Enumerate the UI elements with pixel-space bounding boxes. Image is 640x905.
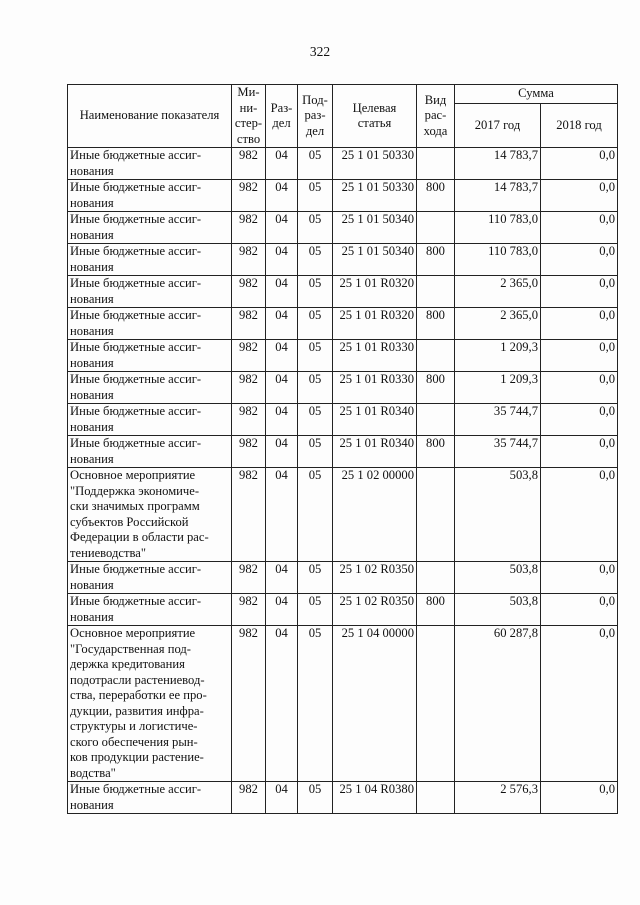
row-section: 04 [266, 626, 298, 782]
row-sum-2018: 0,0 [541, 276, 618, 308]
row-expense-type: 800 [417, 372, 455, 404]
table-row [68, 436, 618, 468]
row-expense-type: 800 [417, 180, 455, 212]
row-expense-type [417, 626, 455, 782]
header-subsection: Под- раз- дел [298, 85, 333, 148]
row-name: Иные бюджетные ассиг- нования [68, 212, 232, 244]
row-section: 04 [266, 562, 298, 594]
row-name: Иные бюджетные ассиг- нования [68, 180, 232, 212]
row-target: 25 1 02 R0350 [333, 594, 417, 626]
row-subsection: 05 [298, 782, 333, 814]
row-name: Иные бюджетные ассиг- нования [68, 340, 232, 372]
row-target: 25 1 01 50340 [333, 212, 417, 244]
table-row [68, 626, 618, 782]
row-name: Иные бюджетные ассиг- нования [68, 372, 232, 404]
row-expense-type: 800 [417, 594, 455, 626]
row-sum-2017: 110 783,0 [455, 244, 541, 276]
budget-table [67, 84, 618, 814]
row-target: 25 1 04 R0380 [333, 782, 417, 814]
row-ministry: 982 [232, 180, 266, 212]
row-name: Иные бюджетные ассиг- нования [68, 404, 232, 436]
row-subsection: 05 [298, 340, 333, 372]
table-row [68, 562, 618, 594]
row-name: Основное мероприятие "Поддержка экономиче- ски значимых программ субъектов Российской Федерации в области рас- тениеводства" [68, 468, 232, 562]
table-row [68, 404, 618, 436]
row-expense-type [417, 782, 455, 814]
row-target: 25 1 01 R0320 [333, 308, 417, 340]
row-ministry: 982 [232, 212, 266, 244]
row-name: Иные бюджетные ассиг- нования [68, 436, 232, 468]
row-ministry: 982 [232, 148, 266, 180]
row-expense-type [417, 212, 455, 244]
row-section: 04 [266, 180, 298, 212]
row-section: 04 [266, 468, 298, 562]
row-sum-2018: 0,0 [541, 308, 618, 340]
row-target: 25 1 01 R0320 [333, 276, 417, 308]
row-sum-2017: 1 209,3 [455, 372, 541, 404]
header-expense-type: Вид рас- хода [417, 85, 455, 148]
table-row [68, 468, 618, 562]
table-row [68, 276, 618, 308]
row-subsection: 05 [298, 180, 333, 212]
row-sum-2018: 0,0 [541, 244, 618, 276]
row-sum-2017: 60 287,8 [455, 626, 541, 782]
row-subsection: 05 [298, 212, 333, 244]
row-sum-2018: 0,0 [541, 372, 618, 404]
row-sum-2017: 14 783,7 [455, 180, 541, 212]
row-sum-2018: 0,0 [541, 562, 618, 594]
row-section: 04 [266, 404, 298, 436]
table-row [68, 340, 618, 372]
row-sum-2018: 0,0 [541, 468, 618, 562]
row-subsection: 05 [298, 626, 333, 782]
table-row [68, 782, 618, 814]
row-section: 04 [266, 594, 298, 626]
row-ministry: 982 [232, 594, 266, 626]
row-sum-2017: 503,8 [455, 594, 541, 626]
header-year-2018: 2018 год [541, 104, 618, 148]
row-ministry: 982 [232, 436, 266, 468]
row-name: Иные бюджетные ассиг- нования [68, 148, 232, 180]
table-row [68, 212, 618, 244]
row-sum-2018: 0,0 [541, 340, 618, 372]
header-row [68, 85, 618, 104]
row-subsection: 05 [298, 276, 333, 308]
row-sum-2017: 2 576,3 [455, 782, 541, 814]
row-expense-type [417, 404, 455, 436]
row-subsection: 05 [298, 148, 333, 180]
row-sum-2018: 0,0 [541, 180, 618, 212]
header-ministry: Ми- ни- стер- ство [232, 85, 266, 148]
row-sum-2017: 503,8 [455, 468, 541, 562]
row-name: Основное мероприятие "Государственная под- держка кредитования подотрасли растениевод- ства, переработки ее про- дукции, развития инфра- структуры и логистиче- ского обеспечения рын- ков продукции растение- водства" [68, 626, 232, 782]
row-target: 25 1 01 50330 [333, 148, 417, 180]
row-name: Иные бюджетные ассиг- нования [68, 782, 232, 814]
row-subsection: 05 [298, 244, 333, 276]
row-name: Иные бюджетные ассиг- нования [68, 308, 232, 340]
row-sum-2018: 0,0 [541, 782, 618, 814]
row-expense-type: 800 [417, 436, 455, 468]
table-row [68, 594, 618, 626]
table-row [68, 372, 618, 404]
row-sum-2017: 2 365,0 [455, 308, 541, 340]
row-expense-type [417, 276, 455, 308]
row-subsection: 05 [298, 468, 333, 562]
row-sum-2017: 503,8 [455, 562, 541, 594]
row-sum-2018: 0,0 [541, 436, 618, 468]
row-subsection: 05 [298, 594, 333, 626]
row-ministry: 982 [232, 308, 266, 340]
row-target: 25 1 01 R0340 [333, 436, 417, 468]
row-section: 04 [266, 782, 298, 814]
row-subsection: 05 [298, 562, 333, 594]
row-section: 04 [266, 276, 298, 308]
table-row [68, 180, 618, 212]
row-section: 04 [266, 244, 298, 276]
row-target: 25 1 02 R0350 [333, 562, 417, 594]
row-target: 25 1 02 00000 [333, 468, 417, 562]
row-target: 25 1 01 50330 [333, 180, 417, 212]
row-sum-2017: 2 365,0 [455, 276, 541, 308]
row-target: 25 1 01 50340 [333, 244, 417, 276]
row-name: Иные бюджетные ассиг- нования [68, 562, 232, 594]
row-sum-2018: 0,0 [541, 212, 618, 244]
row-section: 04 [266, 436, 298, 468]
row-ministry: 982 [232, 468, 266, 562]
row-ministry: 982 [232, 372, 266, 404]
row-expense-type [417, 562, 455, 594]
row-ministry: 982 [232, 404, 266, 436]
row-ministry: 982 [232, 562, 266, 594]
row-name: Иные бюджетные ассиг- нования [68, 244, 232, 276]
header-year-2017: 2017 год [455, 104, 541, 148]
row-subsection: 05 [298, 308, 333, 340]
row-sum-2017: 35 744,7 [455, 404, 541, 436]
row-sum-2018: 0,0 [541, 404, 618, 436]
table-row [68, 148, 618, 180]
row-sum-2018: 0,0 [541, 626, 618, 782]
row-expense-type: 800 [417, 244, 455, 276]
row-expense-type [417, 468, 455, 562]
row-expense-type [417, 340, 455, 372]
row-section: 04 [266, 340, 298, 372]
row-sum-2018: 0,0 [541, 148, 618, 180]
row-ministry: 982 [232, 626, 266, 782]
row-subsection: 05 [298, 404, 333, 436]
row-subsection: 05 [298, 372, 333, 404]
row-name: Иные бюджетные ассиг- нования [68, 594, 232, 626]
row-section: 04 [266, 212, 298, 244]
row-section: 04 [266, 148, 298, 180]
row-target: 25 1 04 00000 [333, 626, 417, 782]
row-target: 25 1 01 R0330 [333, 372, 417, 404]
row-ministry: 982 [232, 276, 266, 308]
row-sum-2017: 35 744,7 [455, 436, 541, 468]
page-number: 322 [309, 44, 331, 59]
row-subsection: 05 [298, 436, 333, 468]
row-target: 25 1 01 R0340 [333, 404, 417, 436]
row-sum-2017: 110 783,0 [455, 212, 541, 244]
row-section: 04 [266, 308, 298, 340]
header-target: Целевая статья [333, 85, 417, 148]
row-section: 04 [266, 372, 298, 404]
header-sum: Сумма [455, 85, 618, 104]
table-row [68, 244, 618, 276]
row-expense-type [417, 148, 455, 180]
row-target: 25 1 01 R0330 [333, 340, 417, 372]
table-row [68, 308, 618, 340]
row-expense-type: 800 [417, 308, 455, 340]
row-ministry: 982 [232, 244, 266, 276]
header-name: Наименование показателя [68, 85, 232, 148]
row-sum-2017: 14 783,7 [455, 148, 541, 180]
row-ministry: 982 [232, 782, 266, 814]
row-ministry: 982 [232, 340, 266, 372]
row-sum-2017: 1 209,3 [455, 340, 541, 372]
header-section: Раз- дел [266, 85, 298, 148]
row-name: Иные бюджетные ассиг- нования [68, 276, 232, 308]
row-sum-2018: 0,0 [541, 594, 618, 626]
